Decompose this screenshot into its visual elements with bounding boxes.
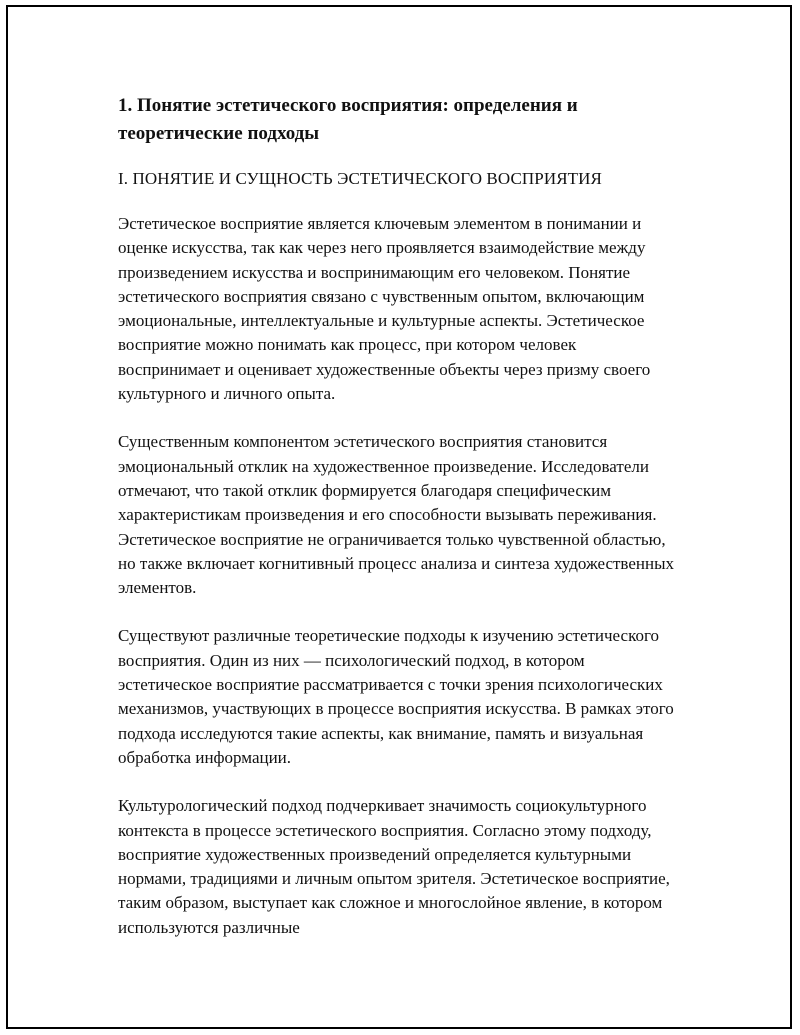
section-heading: I. ПОНЯТИЕ И СУЩНОСТЬ ЭСТЕТИЧЕСКОГО ВОСПРИЯТИЯ	[118, 169, 602, 188]
paragraph-4: Культурологический подход подчеркивает значимость социокультурного контекста в процессе эстетического восприятия. Согласно этому подходу, восприятие художественных произведений определяется культурными нормами, традициями и личным опытом зрителя. Эстетическое восприятие, таким образом, выступает как сложное и многослойное явление, в котором используются различные	[118, 796, 670, 937]
paragraph-3: Существуют различные теоретические подходы к изучению эстетического восприятия. Один из них — психологический подход, в котором эстетическое восприятие рассматривается с точки зрения психологических механизмов, участвующих в процессе восприятия искусства. В рамках этого подхода исследуются такие аспекты, как внимание, память и визуальная обработка информации.	[118, 626, 674, 767]
document-title: 1. Понятие эстетического восприятия: определения и теоретические подходы	[118, 95, 578, 144]
document-body	[118, 92, 678, 940]
paragraph-2: Существенным компонентом эстетического восприятия становится эмоциональный отклик на художественное произведение. Исследователи отмечают, что такой отклик формируется благодаря специфическим характеристикам произведения и его способности вызывать переживания. Эстетическое восприятие не ограничивается только чувственной областью, но также включает когнитивный процесс анализа и синтеза художественных элементов.	[118, 432, 675, 598]
paragraph-1: Эстетическое восприятие является ключевым элементом в понимании и оценке искусства, так как через него проявляется взаимодействие между произведением искусства и воспринимающим его человеком. Понятие эстетического восприятия связано с чувственным опытом, включающим эмоциональные, интеллектуальные и культурные аспекты. Эстетическое восприятие можно понимать как процесс, при котором человек воспринимает и оценивает художественные объекты через призму своего культурного и личного опыта.	[118, 214, 651, 404]
